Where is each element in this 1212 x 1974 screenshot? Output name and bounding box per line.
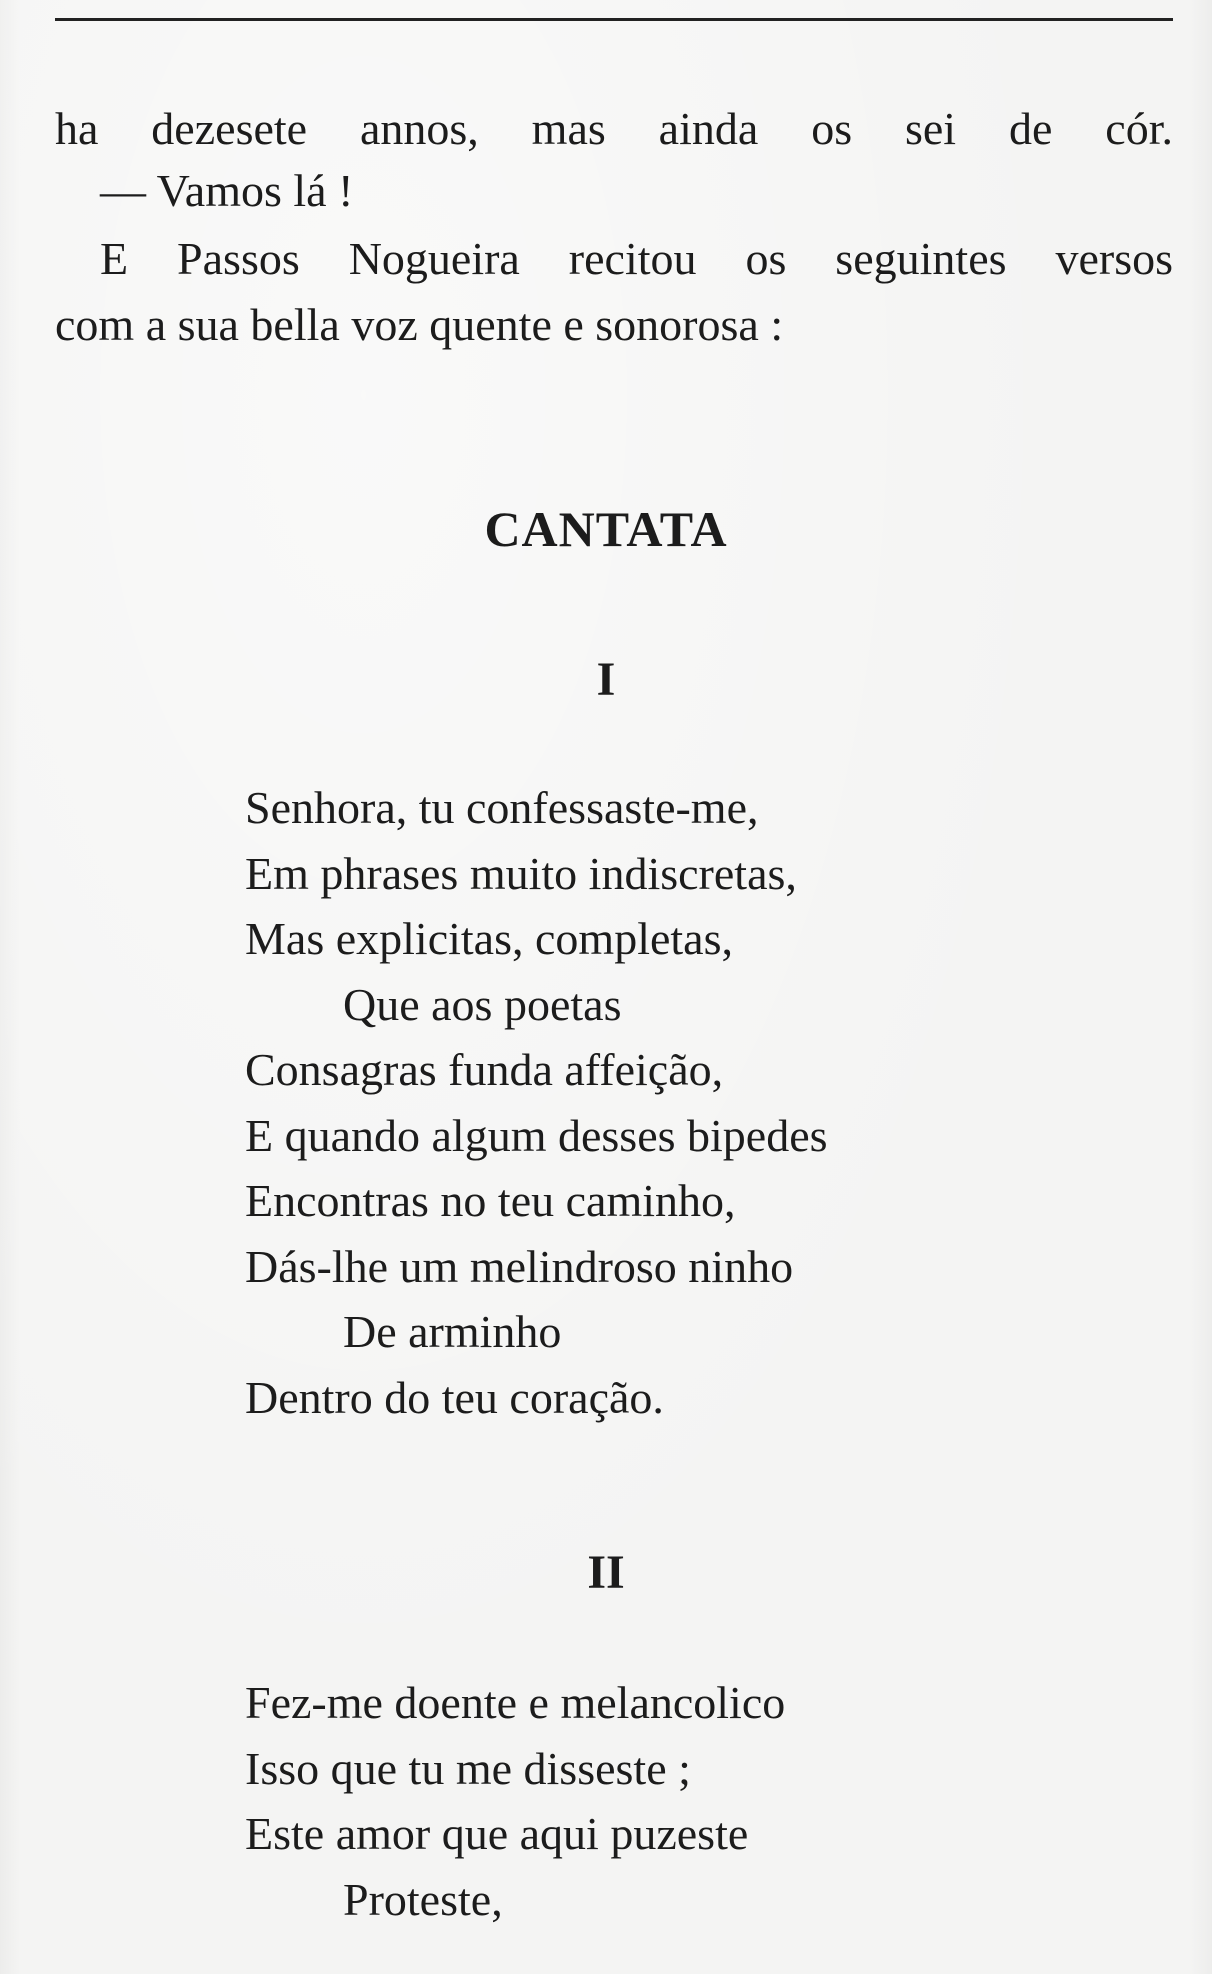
verse-line: Consagras funda affeição, <box>245 1044 724 1095</box>
prose-block-intro <box>55 226 1173 358</box>
prose-line: com a sua bella voz quente e sonorosa : <box>55 299 784 350</box>
section-numeral: I <box>596 653 616 706</box>
verse-line: Mas explicitas, completas, <box>245 913 733 964</box>
verse-line: Em phrases muito indiscretas, <box>245 847 797 899</box>
poem-title: CANTATA <box>484 501 728 557</box>
header-rule <box>55 18 1173 21</box>
verse-line: Isso que tu me disseste ; <box>245 1742 691 1794</box>
verse-line: Este amor que aqui puzeste <box>245 1808 749 1859</box>
prose-line: E Passos Nogueira recitou os seguintes versos <box>100 233 1173 284</box>
verse-line: E quando algum desses bipedes <box>245 1109 828 1161</box>
stanza-1 <box>245 775 1145 1430</box>
section-numeral: II <box>587 1546 625 1599</box>
verse-line: Que aos poetas <box>343 978 622 1030</box>
verse-line: Senhora, tu confessaste-me, <box>245 782 759 833</box>
verse-line: Dás-lhe um melindroso ninho <box>245 1240 794 1292</box>
prose-block-top <box>55 96 1173 224</box>
verse-line: Fez-me doente e melancolico <box>245 1677 786 1728</box>
stanza-2 <box>245 1670 1145 1932</box>
prose-line: ha dezesete annos, mas ainda os sei de cór. <box>55 103 1173 154</box>
prose-line: — Vamos lá ! <box>100 165 354 216</box>
verse-line: Dentro do teu coração. <box>245 1371 664 1423</box>
verse-line: Encontras no teu caminho, <box>245 1175 736 1226</box>
verse-line: De arminho <box>343 1306 562 1357</box>
verse-line: Proteste, <box>343 1873 503 1925</box>
